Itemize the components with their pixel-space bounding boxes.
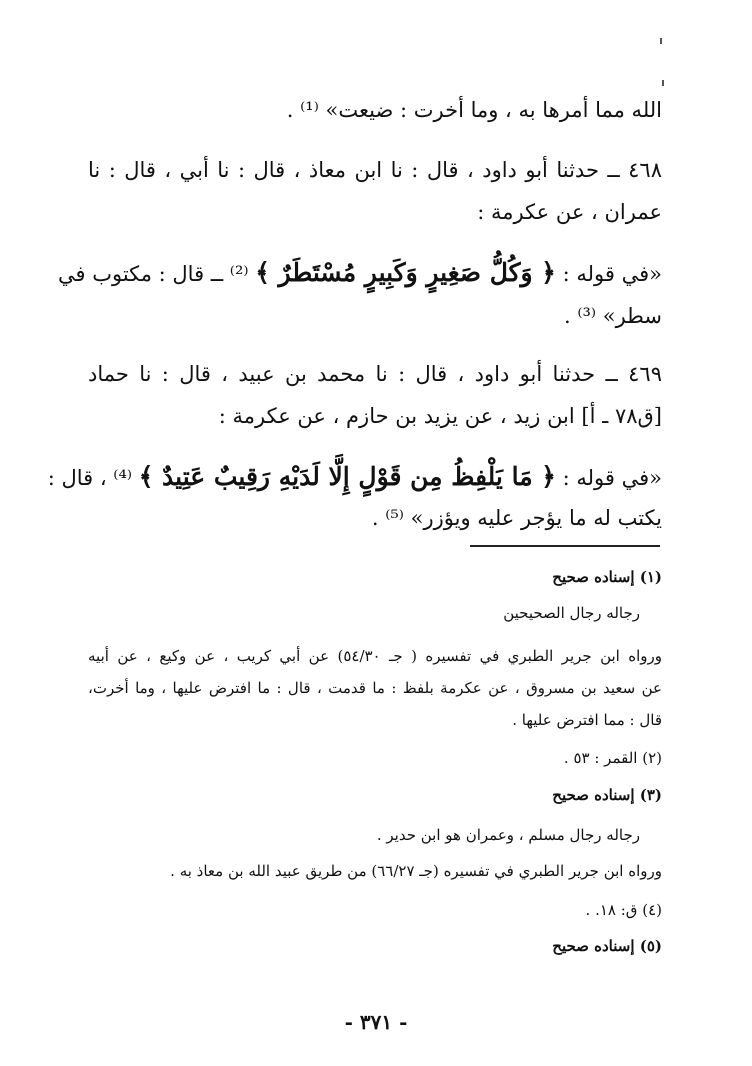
hadith-469-line-1: ٤٦٩ ــ حدثنا أبو داود ، قال : نا محمد بن عبيد ، قال : نا حماد <box>88 362 662 386</box>
footnote-3-line-2: ورواه ابن جرير الطبري في تفسيره (جـ ٦٦/٢٧) من طريق عبيد الله بن معاذ به . <box>170 862 662 880</box>
footnote-1-line-1: رجاله رجال الصحيحين <box>503 604 640 622</box>
hadith-468-line-3 <box>57 258 662 288</box>
footnote-2: (٢) القمر : ٥٣ . <box>563 749 662 767</box>
footnote-1-line-4: قال : مما افترض عليها . <box>512 711 662 729</box>
footnote-1-line-3: عن سعيد بن مسروق ، عن عكرمة بلفظ : ما قدمت ، قال : ما افترض عليها ، وما أخرت، <box>88 679 662 697</box>
footnote-1-heading: (١) إسناده صحيح <box>552 568 662 586</box>
text-line-1: الله مما أمرها به ، وما أخرت : ضيعت» ⁽¹⁾ . <box>286 98 662 122</box>
hadith-468-line-1: ٤٦٨ ــ حدثنا أبو داود ، قال : نا ابن معاذ ، قال : نا أبي ، قال : نا <box>88 158 662 182</box>
scan-mark <box>660 38 662 44</box>
quote-rest: ⁽⁴⁾ ، قال : <box>47 466 139 490</box>
quran-verse-qaf: ﴿ مَا يَلْفِظُ مِن قَوْلٍ إِلَّا لَدَيْهِ رَقِيبٌ عَتِيدٌ ﴾ <box>138 462 556 491</box>
hadith-469-line-2: [ق٧٨ ـ أ] ابن زيد ، عن يزيد بن حازم ، عن عكرمة : <box>218 404 662 428</box>
quote-rest: ⁽²⁾ ــ قال : مكتوب في <box>57 262 256 286</box>
quote-open: «في قوله : <box>555 466 662 490</box>
hadith-468-line-4: سطر» ⁽³⁾ . <box>563 304 662 328</box>
footnote-3-heading: (٣) إسناده صحيح <box>552 786 662 804</box>
page-number: - ٣٧١ - <box>344 1010 408 1034</box>
footnote-3-line-1: رجاله رجال مسلم ، وعمران هو ابن حدير . <box>376 826 640 844</box>
quote-open: «في قوله : <box>555 262 662 286</box>
footnote-divider <box>470 545 660 547</box>
footnote-1-line-2: ورواه ابن جرير الطبري في تفسيره ( جـ ٥٤/٣٠) عن أبي كريب ، عن وكيع ، عن أبيه <box>88 647 663 665</box>
hadith-468-line-2: عمران ، عن عكرمة : <box>477 200 662 224</box>
footnote-5-heading: (٥) إسناده صحيح <box>552 937 662 955</box>
footnote-4: (٤) ق: ١٨. . <box>585 901 662 919</box>
scan-mark <box>662 80 664 86</box>
hadith-469-line-3 <box>47 462 662 492</box>
hadith-469-line-4: يكتب له ما يؤجر عليه ويؤزر» ⁽⁵⁾ . <box>371 506 662 530</box>
quran-verse-qamar: ﴿ وَكُلُّ صَغِيرٍ وَكَبِيرٍ مُسْتَطَرٌ ﴾ <box>255 258 556 287</box>
